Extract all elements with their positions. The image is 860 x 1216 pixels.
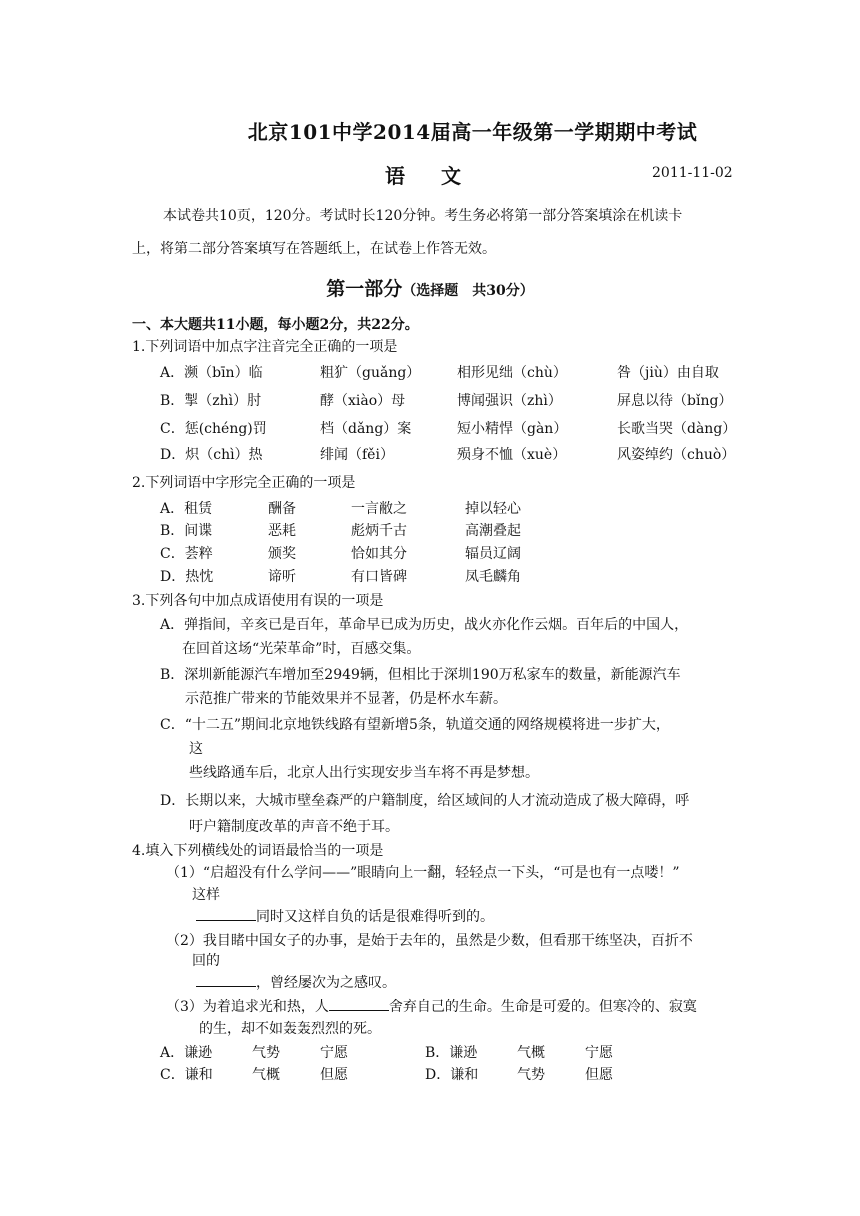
option-cell: 博闻强识（zhì） xyxy=(457,393,562,409)
option-cell: 屏息以待（bǐng） xyxy=(617,393,733,409)
option-cell: 恰如其分 xyxy=(351,546,407,562)
option-cell: 有口皆碑 xyxy=(351,569,407,585)
q4-sentence-2-text: ，曾经屡次为之感叹。 xyxy=(256,975,396,991)
q3-option-a-line1: A．弹指间，辛亥已是百年，革命早已成为历史，战火亦化作云烟。百年后的中国人， xyxy=(160,617,689,633)
q3-option-c-line1: C．“十二五”期间北京地铁线路有望新增5条，轨道交通的网络规模将进一步扩大， xyxy=(160,717,670,733)
option-cell: 谛听 xyxy=(268,569,296,585)
option-cell: B．谦逊 xyxy=(425,1045,478,1061)
option-cell: 粗犷（guǎng） xyxy=(320,365,421,381)
intro-line-1: 本试卷共10页，120分。考试时长120分钟。考生务必将第一部分答案填涂在机读卡 xyxy=(163,208,683,224)
option-cell: 殒身不恤（xuè） xyxy=(457,447,567,463)
answer-blank xyxy=(196,974,256,987)
option-cell: A．谦逊 xyxy=(160,1045,213,1061)
q4-option-row-ab xyxy=(0,1042,860,1062)
option-cell: 绯闻（fěi） xyxy=(320,447,394,463)
option-cell: 凤毛麟角 xyxy=(465,569,521,585)
option-cell: 档（dǎng）案 xyxy=(320,421,412,437)
option-cell: 辐员辽阔 xyxy=(465,546,521,562)
q2-option-row-c xyxy=(0,543,860,563)
q3-option-d-line1: D．长期以来，大城市壁垒森严的户籍制度，给区域间的人才流动造成了极大障碍，呼 xyxy=(160,793,690,809)
q2-option-row-b xyxy=(0,520,860,540)
option-cell: C．谦和 xyxy=(160,1067,213,1083)
q4-sentence-2-line1: （2）我目睹中国女子的办事，是始于去年的，虽然是少数，但看那干练坚决，百折不 xyxy=(166,933,693,949)
option-cell: 气势 xyxy=(517,1067,545,1083)
exam-date: 2011-11-02 xyxy=(652,165,733,181)
option-cell: C．惩(chéng)罚 xyxy=(160,421,267,437)
part-note: （选择题 共30分） xyxy=(402,283,534,299)
option-cell: 但愿 xyxy=(320,1067,348,1083)
section-heading: 一、本大题共11小题，每小题2分，共22分。 xyxy=(132,317,419,333)
q4-sentence-1-line1: （1）“启超没有什么学问——”眼睛向上一翻，轻轻点一下头，“可是也有一点喽！” xyxy=(166,865,680,881)
subject-title: 语文 xyxy=(385,164,497,188)
q1-option-row-b xyxy=(0,390,860,410)
q1-option-row-c xyxy=(0,418,860,438)
option-cell: 彪炳千古 xyxy=(351,523,407,539)
q2-option-row-d xyxy=(0,566,860,586)
q3-option-b-line1: B．深圳新能源汽车增加至2949辆，但相比于深圳190万私家车的数量，新能源汽车 xyxy=(160,667,681,683)
q4-sentence-3-pre: （3）为着追求光和热，人 xyxy=(166,999,329,1015)
option-cell: 相形见绌（chù） xyxy=(457,365,567,381)
option-cell: B．掣（zhì）肘 xyxy=(160,393,262,409)
q3-option-b-line2: 示范推广带来的节能效果并不显著，仍是杯水车薪。 xyxy=(185,691,507,707)
answer-blank xyxy=(196,908,256,921)
q4-sentence-3-post: 舍弃自己的生命。生命是可爱的。但寒冷的、寂寞 xyxy=(388,999,697,1015)
q4-sentence-3-line1 xyxy=(166,996,697,1016)
q4-sentence-1-text: 同时又这样自负的话是很难得听到的。 xyxy=(256,909,494,925)
q4-option-row-cd xyxy=(0,1064,860,1084)
q2-option-row-a xyxy=(0,498,860,518)
answer-blank xyxy=(329,998,389,1011)
option-cell: 掉以轻心 xyxy=(465,501,521,517)
part-title xyxy=(0,274,860,301)
q4-sentence-1-line2: 这样 xyxy=(192,887,220,903)
question-4-stem: 4.填入下列横线处的词语最恰当的一项是 xyxy=(132,843,384,859)
option-cell: 短小精悍（gàn） xyxy=(457,421,568,437)
question-3-stem: 3.下列各句中加点成语使用有误的一项是 xyxy=(132,593,384,609)
q3-option-c-line3: 些线路通车后，北京人出行实现安步当车将不再是梦想。 xyxy=(189,765,539,781)
part-title-text: 第一部分 xyxy=(326,278,403,300)
option-cell: 酵（xiào）母 xyxy=(320,393,406,409)
option-cell: 气势 xyxy=(252,1045,280,1061)
question-2-stem: 2.下列词语中字形完全正确的一项是 xyxy=(132,475,356,491)
q4-sentence-2-line3 xyxy=(196,972,396,992)
option-cell: D．热忱 xyxy=(160,569,214,585)
option-cell: 气概 xyxy=(252,1067,280,1083)
option-cell: 咎（jiù）由自取 xyxy=(617,365,719,381)
option-cell: 宁愿 xyxy=(585,1045,613,1061)
question-1-stem: 1.下列词语中加点字注音完全正确的一项是 xyxy=(132,339,398,355)
option-cell: A．租赁 xyxy=(160,501,213,517)
q3-option-c-line2: 这 xyxy=(189,741,203,757)
option-cell: 酬备 xyxy=(268,501,296,517)
option-cell: 高潮叠起 xyxy=(465,523,521,539)
option-cell: 但愿 xyxy=(585,1067,613,1083)
q3-option-a-line2: 在回首这场“光荣革命”时，百感交集。 xyxy=(182,641,421,657)
q4-sentence-2-line2: 回的 xyxy=(192,953,220,969)
option-cell: 一言敝之 xyxy=(351,501,407,517)
option-cell: 恶耗 xyxy=(268,523,296,539)
option-cell: 长歌当哭（dàng） xyxy=(617,421,737,437)
option-cell: 气概 xyxy=(517,1045,545,1061)
q1-option-row-a xyxy=(0,362,860,382)
option-cell: D．谦和 xyxy=(425,1067,479,1083)
q4-sentence-1-line3 xyxy=(196,906,494,926)
exam-title: 北京101中学2014届高一年级第一学期期中考试 xyxy=(247,120,698,144)
option-cell: C．荟粹 xyxy=(160,546,213,562)
option-cell: 宁愿 xyxy=(320,1045,348,1061)
intro-line-2: 上，将第二部分答案填写在答题纸上，在试卷上作答无效。 xyxy=(132,241,496,257)
option-cell: D．炽（chì）热 xyxy=(160,447,263,463)
option-cell: A．濒（bīn）临 xyxy=(160,365,263,381)
q3-option-d-line2: 吁户籍制度改革的声音不绝于耳。 xyxy=(189,819,399,835)
option-cell: B．间谍 xyxy=(160,523,213,539)
option-cell: 风姿绰约（chuò） xyxy=(617,447,736,463)
q4-sentence-3-line2: 的生，却不如轰轰烈烈的死。 xyxy=(199,1021,381,1037)
option-cell: 颁奖 xyxy=(268,546,296,562)
q1-option-row-d xyxy=(0,444,860,464)
